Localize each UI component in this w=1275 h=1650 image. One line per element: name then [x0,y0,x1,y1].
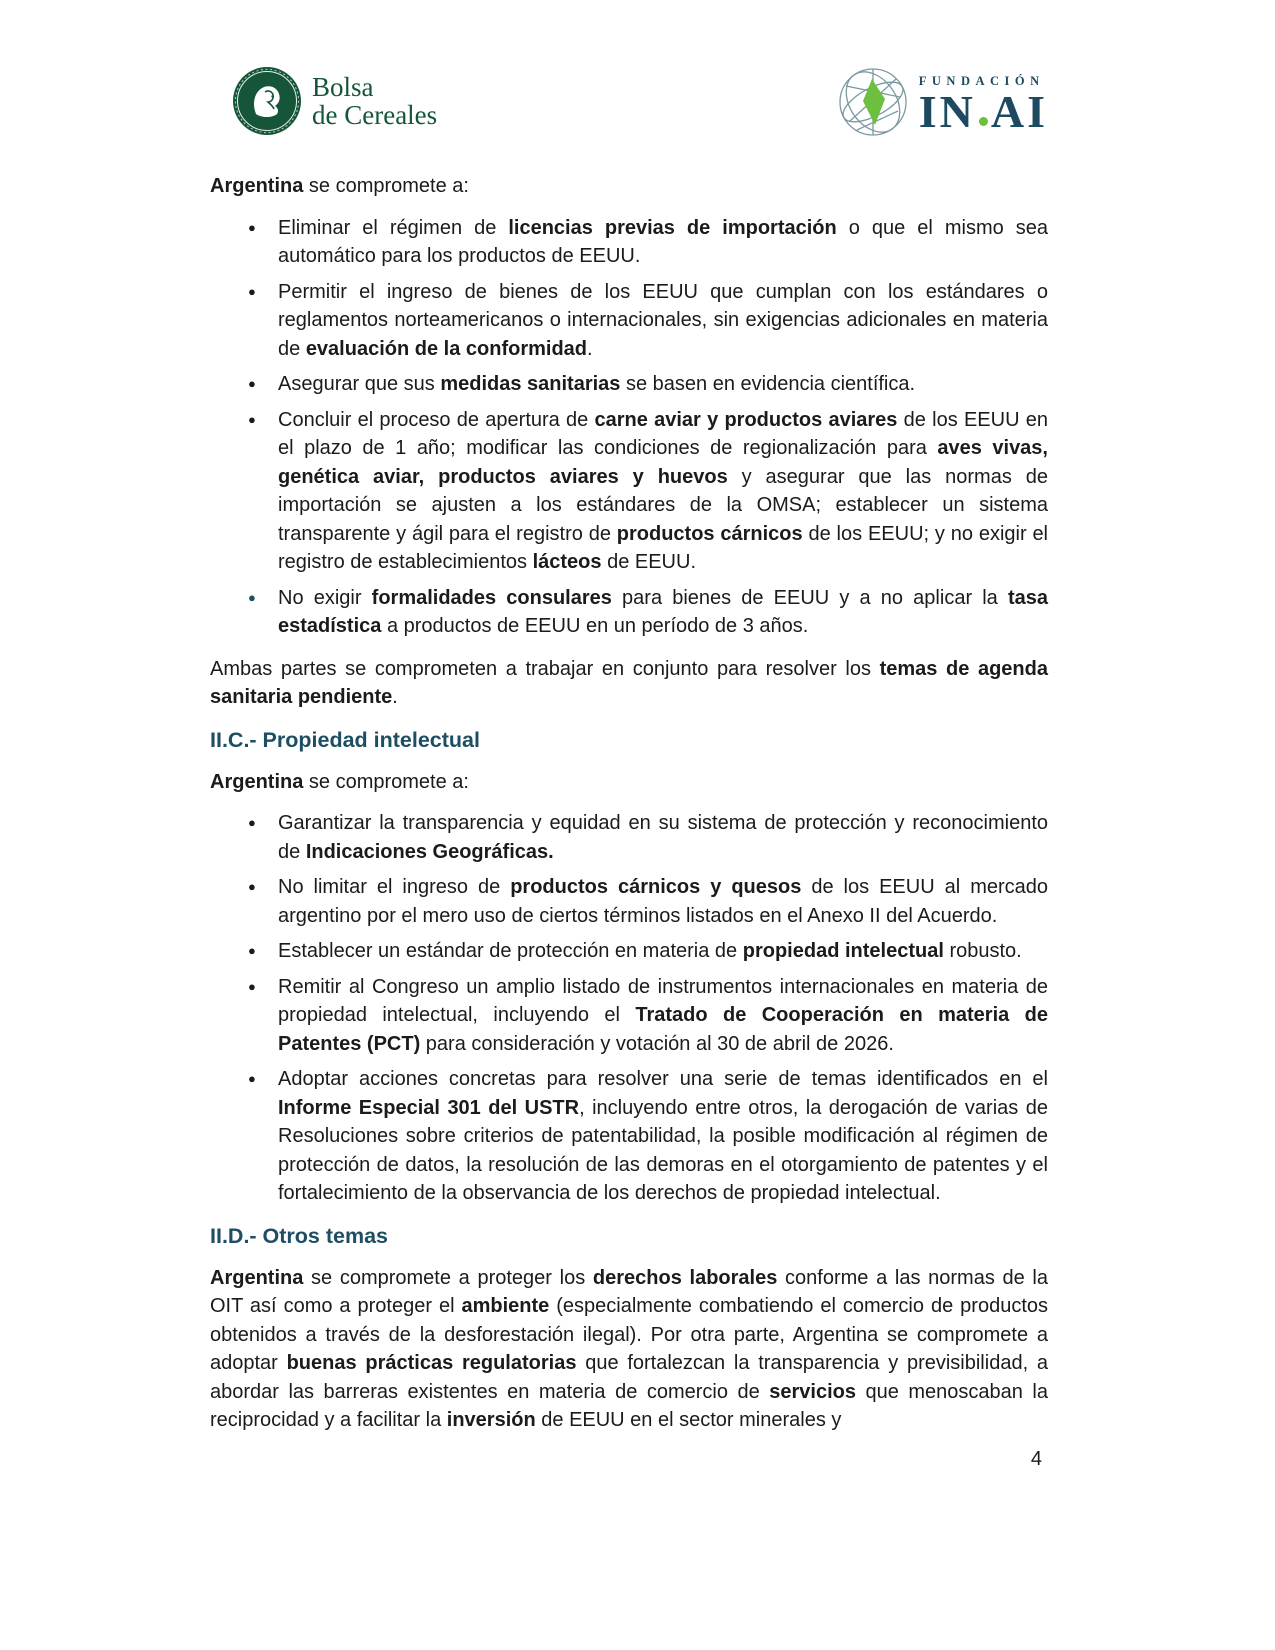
section-heading-iic: II.C.- Propiedad intelectual [210,727,480,752]
page-header [210,66,1048,146]
bullet-icon: ● [248,879,256,894]
bolsa-emblem-icon [232,66,302,136]
list-item [210,809,1048,866]
list-item [210,214,1048,271]
list-item [210,1065,1048,1208]
fundacion-inai-logo [837,66,1048,138]
bullet-icon: ● [248,978,256,994]
document-body [210,172,1048,1435]
inai-globe-icon [837,66,909,138]
list-item-text: Adoptar acciones concretas para resolver una serie de temas identificados en el Informe Especial 301 del USTR, incluyendo entre otros, la derogación de varias de Resoluciones sobre criterios de patentabilidad, la posible modificación al régimen de protección de datos, la resolución de las demoras en el otorgamiento de patentes y el fortalecimiento de la observancia de los derechos de propiedad intelectual. [278,1068,1048,1204]
page-number: 4 [1030,1447,1042,1470]
inai-wordmark-in: IN [918,86,976,137]
section-heading-iid: II.D.- Otros temas [210,1223,389,1248]
bullet-icon: ● [248,589,256,605]
list-item-text: Permitir el ingreso de bienes de los EEUU que cumplan con los estándares o reglamentos norteamericanos o internacionales, sin exigencias adicionales en materia de evaluación de la conformidad. [278,280,1048,360]
bullet-icon: ● [248,815,256,830]
bolsa-wordmark-line2: de Cereales [312,100,438,130]
list-item [210,873,1048,930]
inai-wordmark-main [918,86,1048,137]
list-item [210,584,1048,641]
bullet-icon: ● [248,376,256,391]
bullet-icon: ● [248,1071,256,1086]
commitments-list-2 [210,809,1048,1208]
list-item-text: Garantizar la transparencia y equidad en su sistema de protección y reconocimiento de Indicaciones Geográficas. [278,812,1048,863]
intro-paragraph-1: Argentina se compromete a: [210,175,469,197]
list-item-text: Asegurar que sus medidas sanitarias se basen en evidencia científica. [278,373,916,395]
inai-wordmark-ai: AI [990,86,1048,137]
bullet-icon: ● [248,283,256,299]
bolsa-wordmark-line1: Bolsa [312,72,374,102]
inai-green-dot-icon [979,117,988,126]
intro-paragraph-2: Argentina se compromete a: [210,770,469,793]
bullet-icon: ● [248,943,256,958]
ambas-partes-paragraph: Ambas partes se comprometen a trabajar en conjunto para resolver los temas de agenda sanitaria pendiente. [210,657,1048,708]
list-item [210,370,1048,399]
list-item-text: Establecer un estándar de protección en materia de propiedad intelectual robusto. [278,940,1022,962]
bolsa-de-cereales-logo [232,66,437,136]
final-paragraph: Argentina se compromete a proteger los derechos laborales conforme a las normas de la OIT así como a proteger el ambiente (especialmente combatiendo el comercio de productos obtenidos a través de la desforestación ilegal). Por otra parte, Argentina se compromete a adoptar buenas prácticas regulatorias que fortalezcan la transparencia y previsibilidad, a abordar las barreras existentes en materia de comercio de servicios que menoscaban la reciprocidad y a facilitar la inversión de EEUU en el sector minerales y [210,1266,1049,1431]
page-footer [210,1448,1048,1471]
list-item [210,278,1048,364]
list-item-text: Eliminar el régimen de licencias previas de importación o que el mismo sea automático para los productos de EEUU. [278,216,1049,267]
bullet-icon: ● [248,411,256,427]
bolsa-wordmark [312,73,437,129]
list-item [210,973,1048,1059]
list-item-text: Concluir el proceso de apertura de carne aviar y productos aviares de los EEUU en el plazo de 1 año; modificar las condiciones de regionalización para aves vivas, genética aviar, productos aviares y huevos y asegurar que las normas de importación se ajusten a los estándares de la OMSA; establecer un sistema transparente y ágil para el registro de productos cárnicos de los EEUU; y no exigir el registro de establecimientos lácteos de EEUU. [278,408,1049,573]
list-item-text: No limitar el ingreso de productos cárnicos y quesos de los EEUU al mercado argentino por el mero uso de ciertos términos listados en el Anexo II del Acuerdo. [278,876,1049,927]
commitments-list-1 [210,214,1048,641]
list-item-text: No exigir formalidades consulares para bienes de EEUU y a no aplicar la tasa estadística a productos de EEUU en un período de 3 años. [278,586,1048,637]
bullet-icon: ● [248,219,256,235]
list-item-text: Remitir al Congreso un amplio listado de instrumentos internacionales en materia de propiedad intelectual, incluyendo el Tratado de Cooperación en materia de Patentes (PCT) para consideración y votación al 30 de abril de 2026. [278,975,1048,1055]
list-item [210,937,1048,966]
list-item [210,406,1048,577]
inai-wordmark [918,70,1048,137]
inai-wordmark-fundacion: FUNDACIÓN [918,74,1045,88]
